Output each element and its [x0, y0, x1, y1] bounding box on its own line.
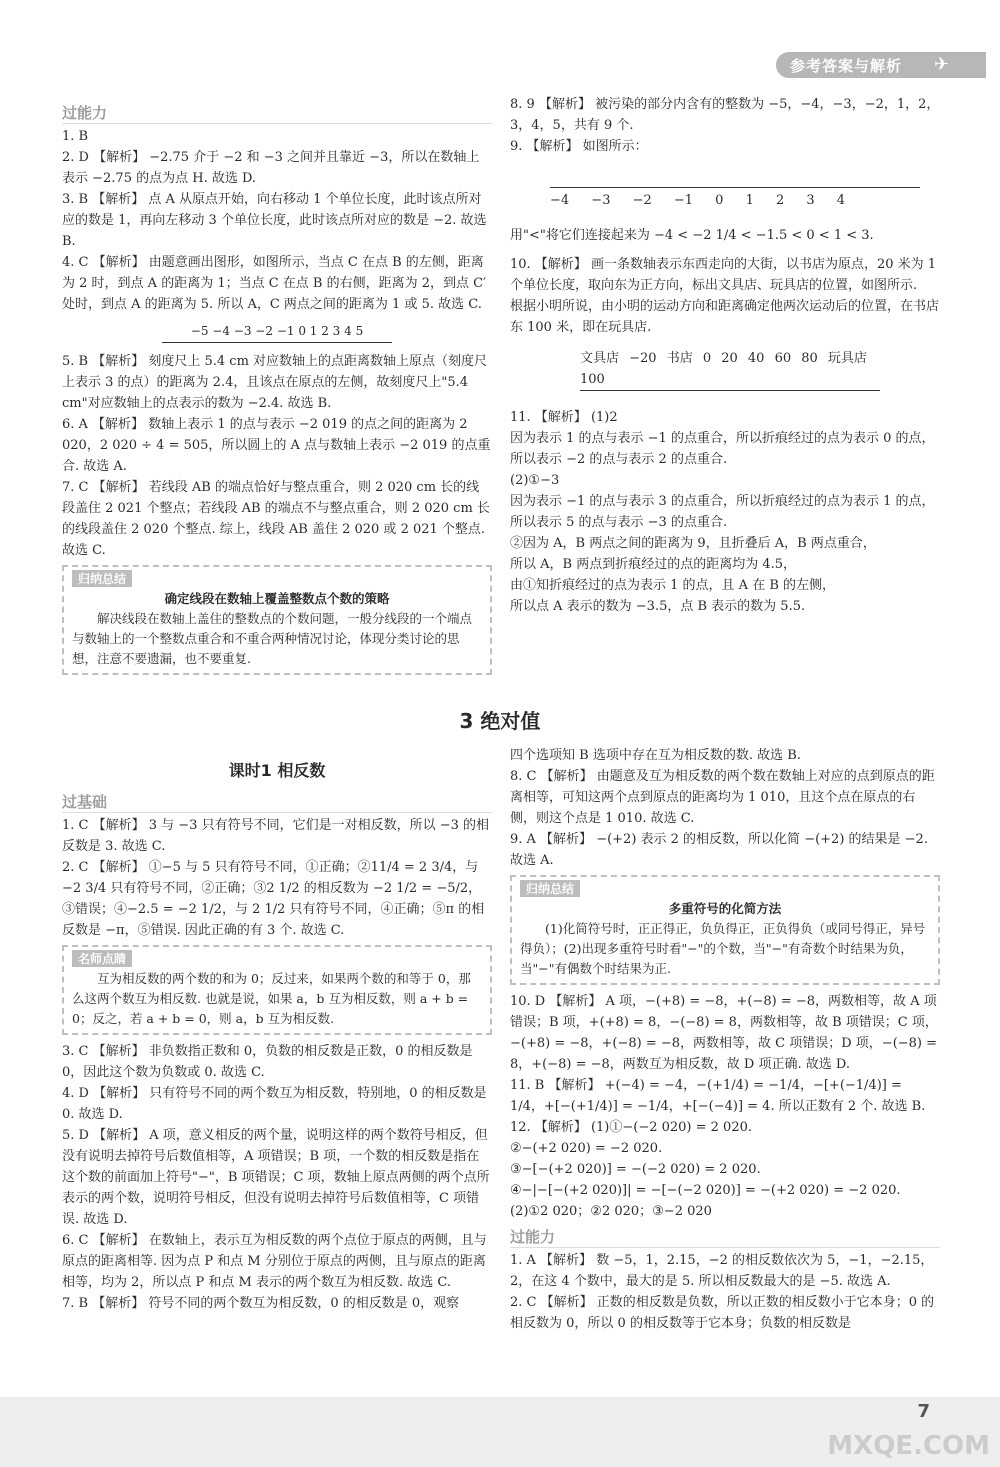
answer-item: 9. 【解析】 如图所示： — [510, 139, 648, 154]
answer-item: ②因为 A，B 两点之间的距离为 9，且折叠后 A，B 两点重合， — [510, 536, 876, 551]
tip-label: 名师点睛 — [72, 950, 132, 967]
header-badge — [776, 52, 986, 78]
answer-item: 7. B 【解析】 符号不同的两个数互为相反数，0 的相反数是 0，观察 — [62, 1296, 460, 1311]
answer-item: 10. D 【解析】 A 项，−(+8) = −8，+(−8) = −8，两数相等，故 A 项错误；B 项，+(+8) = 8，−(−8) = 8，两数相等，故 B 项错误；C 项，−(+8) = −8，+(−8) = −8，两数相等，故 C 项错误；D 项，−(−8) = 8，+(−8) = −8，两数互为相反数，故 D 项正确. 故选 D. — [510, 994, 938, 1072]
answer-item: 12. 【解析】 (1)①−(−2 020) = 2 020. — [510, 1120, 753, 1135]
answer-item: ②−(+2 020) = −2 020. — [510, 1141, 663, 1156]
answer-item: 2. D 【解析】 −2.75 介于 −2 和 −3 之间并且靠近 −3，所以在数轴上表示 −2.75 的点为点 H. 故选 D. — [62, 150, 480, 186]
left-bottom-column — [62, 752, 492, 1314]
answer-item: 9. A 【解析】 −(+2) 表示 2 的相反数，所以化简 −(+2) 的结果是 −2. 故选 A. — [510, 832, 928, 868]
section-title: 过能力 — [510, 1226, 940, 1248]
answer-item: 4. D 【解析】 只有符号不同的两个数互为相反数，特别地，0 的相反数是 0. 故选 D. — [62, 1086, 487, 1122]
summary-box — [510, 875, 940, 985]
page-number: 7 — [917, 1401, 930, 1422]
answer-item: 11. 【解析】 (1)2 — [510, 410, 618, 425]
answer-item: 因为表示 −1 的点与表示 3 的点重合，所以折痕经过的点为表示 1 的点，所以表示 5 的点与表示 −3 的点重合. — [510, 494, 935, 530]
answer-item: (2)①2 020；②2 020；③−2 020 — [510, 1204, 712, 1219]
summary-box — [62, 565, 492, 675]
answer-item: 8. 9 【解析】 被污染的部分内含有的整数为 −5，−4，−3，−2，1，2，3，4，5，共有 9 个. — [510, 97, 940, 133]
answer-item: 3. B 【解析】 点 A 从原点开始，向右移动 1 个单位长度，此时该点所对应的数是 1，再向左移动 3 个单位长度，此时该点所对应的数是 −2. 故选 B. — [62, 192, 487, 249]
summary-title: 确定线段在数轴上覆盖整数点个数的策略 — [164, 591, 390, 606]
tip-box — [62, 945, 492, 1035]
section-title: 过能力 — [62, 102, 492, 124]
answer-item: 3. C 【解析】 非负数指正数和 0，负数的相反数是正数，0 的相反数是 0，因此这个数为负数或 0. 故选 C. — [62, 1044, 473, 1080]
answer-item: 2. C 【解析】 ①−5 与 5 只有符号不同，①正确；②11/4 = 2 3/4，与 −2 3/4 只有符号不同，②正确；③2 1/2 的相反数为 −2 1/2 = −5/2，③错误；④−2.5 = −2 1/2，与 2 1/2 只有符号不同，④正确；⑤π 的相反数是 −π，⑤错误. 因此正确的有 3 个. 故选 C. — [62, 860, 485, 938]
number-line-figure: 文具店 −20 书店 0 20 40 60 80 玩具店 100 — [580, 348, 880, 391]
right-bottom-column — [510, 745, 940, 1334]
answer-item: 根据小明所说，由小明的运动方向和距离确定他两次运动后的位置，在书店东 100 米，即在玩具店. — [510, 299, 940, 335]
answer-item: 四个选项知 B 选项中存在互为相反数的数. 故选 B. — [510, 748, 801, 763]
right-top-column — [510, 94, 940, 617]
lesson-title: 课时1 相反数 — [228, 761, 326, 780]
number-line-figure: −4 −3 −2 −1 0 1 2 3 4 — [550, 187, 920, 211]
summary-label: 归纳总结 — [520, 880, 580, 897]
answer-item: 4. C 【解析】 由题意画出图形，如图所示，当点 C 在点 B 的左侧，距离为 2 时，到点 A 的距离为 1；当点 C 在点 B 的右侧，距离为 2，到点 C′处时，到点 A 的距离为 5. 所以 A，C 两点之间的距离为 1 或 5. 故选 C. — [62, 255, 487, 312]
watermark: MXQE.COM — [827, 1431, 990, 1461]
left-top-column — [62, 98, 492, 681]
answer-item: ③−[−(+2 020)] = −(−2 020) = 2 020. — [510, 1162, 761, 1177]
answer-item: 6. A 【解析】 数轴上表示 1 的点与表示 −2 019 的点之间的距离为 2 020，2 020 ÷ 4 = 505，所以圆上的 A 点与数轴上表示 −2 019 的点重合. 故选 A. — [62, 417, 491, 474]
answer-item: 1. B — [62, 129, 89, 144]
answer-item: 用"<"将它们连接起来为 −4 < −2 1/4 < −1.5 < 0 < 1 < 3. — [510, 228, 874, 243]
answer-item: 所以 A，B 两点到折痕经过的点的距离均为 4.5， — [510, 557, 797, 572]
answer-item: 因为表示 1 的点与表示 −1 的点重合，所以折痕经过的点为表示 0 的点，所以表示 −2 的点与表示 2 的点重合. — [510, 431, 935, 467]
chapter-title: 3 绝对值 — [459, 709, 541, 733]
answer-item: 2. C 【解析】 正数的相反数是负数，所以正数的相反数小于它本身；0 的相反数为 0，所以 0 的相反数等于它本身；负数的相反数是 — [510, 1295, 935, 1331]
answer-item: (2)①−3 — [510, 473, 560, 488]
footer-band — [0, 1397, 1000, 1467]
answer-item: 6. C 【解析】 在数轴上，表示互为相反数的两个点位于原点的两侧，且与原点的距离相等. 因为点 P 和点 M 分别位于原点的两侧，且与原点的距离相等，均为 2，所以点 P 和点 M 表示的两个数互为相反数. 故选 C. — [62, 1233, 487, 1290]
header-title: 参考答案与解析 — [790, 57, 903, 75]
section-title: 过基础 — [62, 791, 492, 813]
number-line-figure: −5 −4 −3 −2 −1 0 1 2 3 4 5 — [162, 321, 392, 343]
answer-item: 由①知折痕经过的点为表示 1 的点，且 A 在 B 的左侧， — [510, 578, 836, 593]
answer-item: 8. C 【解析】 由题意及互为相反数的两个数在数轴上对应的点到原点的距离相等，可知这两个点到原点的距离均为 1 010，且这个点在原点的右侧，则这个点是 1 010. 故选 C. — [510, 769, 935, 826]
answer-item: 11. B 【解析】 +(−4) = −4，−(+1/4) = −1/4，−[+(−1/4)] = 1/4，+[−(+1/4)] = −1/4，+[−(−4)] = 4. 所以正数有 2 个. 故选 B. — [510, 1078, 926, 1114]
summary-title: 多重符号的化简方法 — [668, 901, 782, 916]
summary-label: 归纳总结 — [72, 570, 132, 587]
rocket-icon: ✈ — [934, 54, 951, 75]
answer-item: 7. C 【解析】 若线段 AB 的端点恰好与整点重合，则 2 020 cm 长的线段盖住 2 021 个整点；若线段 AB 的端点不与整点重合，则 2 020 cm 长的线段盖住 2 020 个整点. 综上，线段 AB 盖住 2 020 或 2 021 个整点. 故选 C. — [62, 480, 490, 558]
answer-item: ④−|−[−(+2 020)]| = −[−(−2 020)] = −(+2 020) = −2 020. — [510, 1183, 901, 1198]
tip-text: 互为相反数的两个数的和为 0；反过来，如果两个数的和等于 0，那么这两个数互为相反数. 也就是说，如果 a，b 互为相反数，则 a + b = 0；反之，若 a + b = 0，则 a，b 互为相反数. — [72, 971, 471, 1026]
answer-item: 5. B 【解析】 刻度尺上 5.4 cm 对应数轴上的点距离数轴上原点（刻度尺上表示 3 的点）的距离为 2.4，且该点在原点的左侧，故刻度尺上"5.4 cm"对应数轴上的点表示的数为 −2.4. 故选 B. — [62, 354, 488, 411]
summary-text: 解决线段在数轴上盖住的整数点的个数问题，一般分线段的一个端点与数轴上的一个整数点重合和不重合两种情况讨论，体现分类讨论的思想，注意不要遗漏，也不要重复. — [72, 611, 473, 666]
answer-item: 所以点 A 表示的数为 −3.5，点 B 表示的数为 5.5. — [510, 599, 806, 614]
answer-item: 5. D 【解析】 A 项，意义相反的两个量，说明这样的两个数符号相反，但没有说明去掉符号后数值相等，A 项错误；B 项，一个数的相反数是指在这个数的前面加上符号"−"，B 项错误；C 项，数轴上原点两侧的两个点所表示的两个数，说明符号相反，但没有说明去掉符号后数值相等，C 项错误. 故选 D. — [62, 1128, 490, 1227]
answer-item: 10. 【解析】 画一条数轴表示东西走向的大街，以书店为原点，20 米为 1 个单位长度，取向东为正方向，标出文具店、玩具店的位置，如图所示. — [510, 257, 937, 293]
summary-text: (1)化简符号时，正正得正，负负得正，正负得负（或同号得正，异号得负）；(2)出现多重符号时看"−"的个数，当"−"有奇数个时结果为负，当"−"有偶数个时结果为正. — [520, 921, 926, 976]
answer-item: 1. C 【解析】 3 与 −3 只有符号不同，它们是一对相反数，所以 −3 的相反数是 3. 故选 C. — [62, 818, 490, 854]
answer-item: 1. A 【解析】 数 −5，1，2.15，−2 的相反数依次为 5，−1，−2.15，2，在这 4 个数中，最大的是 5. 所以相反数最大的是 −5. 故选 A. — [510, 1253, 934, 1289]
